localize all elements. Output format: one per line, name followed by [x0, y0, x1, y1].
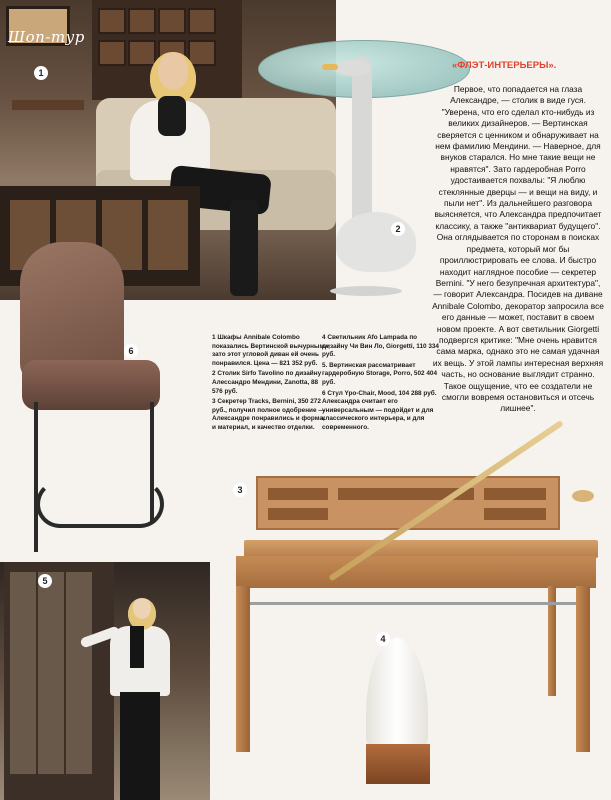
figure-number-6: 6: [124, 344, 138, 358]
figure-number-1: 1: [34, 66, 48, 80]
section-title: Шоп-тур: [8, 28, 85, 46]
article-kicker: «ФЛЭТ-ИНТЕРЬЕРЫ».: [452, 60, 557, 71]
chair-leg: [34, 402, 38, 552]
caption-5: 5. Вертинская рассматривает гардеробную Storage, Porro, 502 404 руб.: [322, 361, 438, 386]
woman-legs: [120, 692, 160, 800]
figure-number-5: 5: [38, 574, 52, 588]
caption-2: 2 Столик Sirfo Tavolino по дизайну Алессандро Мендини, Zanotta, 88 576 руб.: [212, 370, 322, 395]
caption-6: 6 Стул Ypo-Chair, Mood, 104 288 руб. Александра считает его универсальным — подойдет и для классического интерьера, и для современного.: [322, 389, 437, 431]
captions-left: [212, 334, 330, 435]
goose-beak: [322, 64, 338, 70]
woman-scarf: [130, 626, 144, 668]
woman-scarf: [158, 96, 186, 136]
desk-drawers: [236, 556, 596, 588]
woman-boot: [230, 200, 258, 296]
figure-number-4: 4: [376, 632, 390, 646]
article-body: Первое, что попадается на глаза Александре, — столик в виде гуся. "Уверена, что его сделал кто-нибудь из великих дизайнеров. — Вертинская сверяется с ценником и обнаруживает на нем фамилию Мендини. — Наверное, для внуков старался. Но мне такие вещи не нравятся". Зато гардеробная Porro удостаивается похвалы: "Я люблю стеклянные дверцы — и вещи на виду, и пыли нет". Из дальнейшего разговора выясняется, что Александра предпочитает классику, а также "антиквариат будущего". Она оглядывается по сторонам в поисках предмета, который мог бы проиллюстрировать ее слова. И быстро находит наглядное пособие — секретер Bernini. "У него безупречная архитектура", — говорит Александра. Посидев на диване Annibale Colombo, декоратор запросила все его данные — может, поставит в своем новом проекте. А вот светильник Giorgetti подвергся критике: "Мне очень нравится сама марка, однако это не самая удачная их вещь. У этой лампы интересная верхняя часть, но основание выглядит странно. Такое ощущение, что ее создатели не смогли вовремя остановиться и отсечь лишнее".: [432, 84, 604, 414]
lamp-shade: [366, 638, 428, 748]
figure-number-2: 2: [391, 222, 405, 236]
desk-leg: [576, 586, 590, 752]
lamp-knob: [572, 490, 594, 502]
caption-3: 3 Секретер Tracks, Bernini, 350 272 руб., получил полное одобрение — Александре понравились и форма, и материал, и качество отделки.: [212, 398, 325, 431]
desk-strut: [250, 602, 576, 605]
side-table: [12, 100, 84, 110]
lamp-base: [366, 744, 430, 784]
goose-foot: [330, 286, 402, 296]
glass-wardrobe: [4, 562, 114, 800]
photo-wardrobe: [0, 562, 210, 800]
caption-1: 1 Шкафы Annibale Colombo показались Вертинской вычурными, зато этот угловой диван ей очень понравился. Цена — 821 352 руб.: [212, 334, 330, 367]
figure-number-3: 3: [233, 483, 247, 497]
caption-4: 4 Светильник Afo Lampada по дизайну Чи Вин Ло, Giorgetti, 110 334 руб.: [322, 334, 439, 359]
desk-leg: [236, 586, 250, 752]
captions-right: [322, 334, 442, 435]
chair-seat: [22, 360, 160, 410]
chair-base: [36, 480, 164, 528]
goose-head: [334, 60, 370, 76]
article-kicker-block: [452, 60, 600, 71]
goose-body: [336, 212, 416, 272]
